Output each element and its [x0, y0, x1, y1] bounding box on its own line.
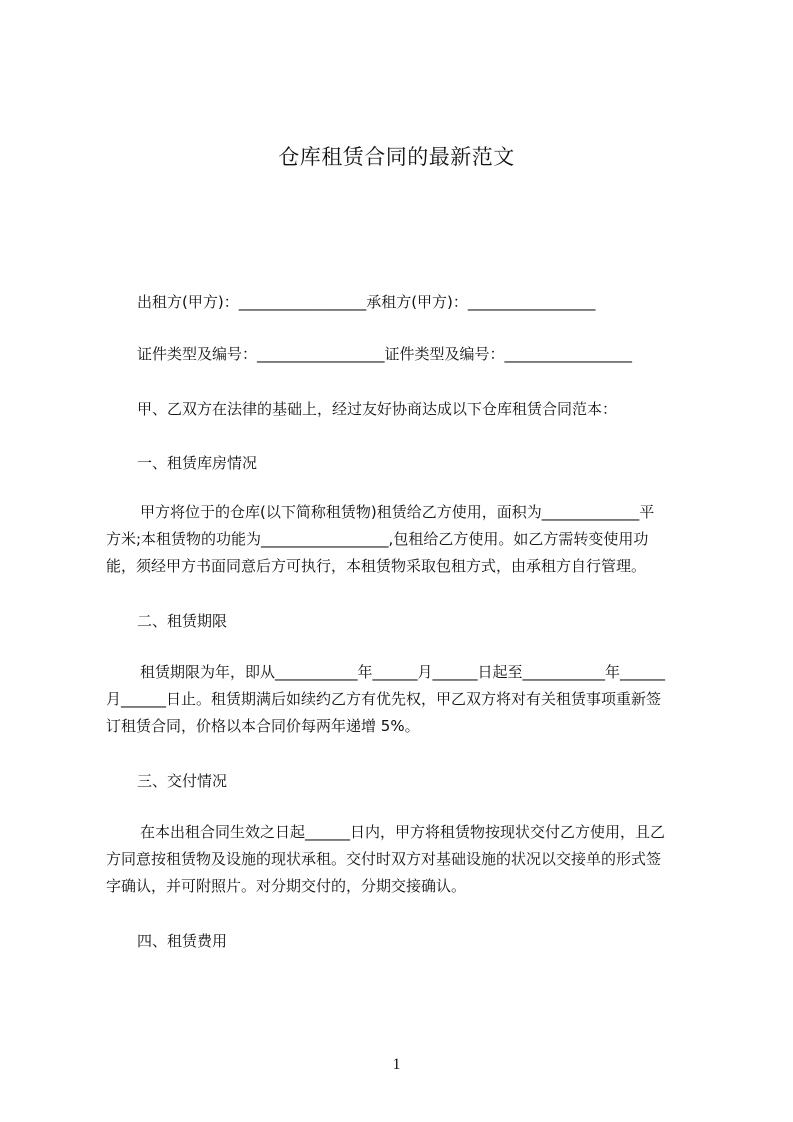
intro-text: 甲、乙双方在法律的基础上，经过友好协商达成以下仓库租赁合同范本： [137, 400, 618, 418]
page-number: 1 [392, 1056, 401, 1073]
paragraph-line: 方米;本租赁物的功能为_________________,包租给乙方使用。如乙方需转变使用功 [106, 530, 649, 548]
section-paragraph [106, 659, 698, 740]
paragraph-line: 甲方将位于的仓库(以下简称租赁物)租赁给乙方使用，面积为_____________平 [140, 503, 655, 521]
paragraph-line: 在本出租合同生效之日起______日内，甲方将租赁物按现状交付乙方使用，且乙 [140, 823, 666, 841]
section-paragraph [106, 819, 698, 900]
paragraph-line: 订租赁合同，价格以本合同价每两年递增 5%。 [106, 717, 420, 735]
section-heading: 四、租赁费用 [137, 932, 228, 950]
parties-line: 出租方(甲方)：_________________承租方(甲方)：_________________ [137, 293, 596, 311]
paragraph-line: 方同意按租赁物及设施的现状承租。交付时双方对基础设施的状况以交接单的形式签 [106, 850, 662, 868]
paragraph-line: 月______日止。租赁期满后如续约乙方有优先权，甲乙双方将对有关租赁事项重新签 [106, 690, 662, 708]
section-paragraph [106, 499, 698, 580]
section-heading: 二、租赁期限 [137, 612, 228, 630]
paragraph-line: 租赁期限为年，即从___________年______月______日起至___________年______ [140, 663, 666, 681]
paragraph-line: 字确认，并可附照片。对分期交付的，分期交接确认。 [106, 877, 467, 895]
section-heading: 一、租赁库房情况 [137, 454, 258, 472]
section-heading: 三、交付情况 [137, 772, 228, 790]
paragraph-line: 能，须经甲方书面同意后方可执行，本租赁物采取包租方式，由承租方自行管理。 [106, 557, 647, 575]
document-title: 仓库租赁合同的最新范文 [278, 145, 515, 169]
id-line: 证件类型及编号：_________________证件类型及编号：_________________ [137, 345, 633, 363]
